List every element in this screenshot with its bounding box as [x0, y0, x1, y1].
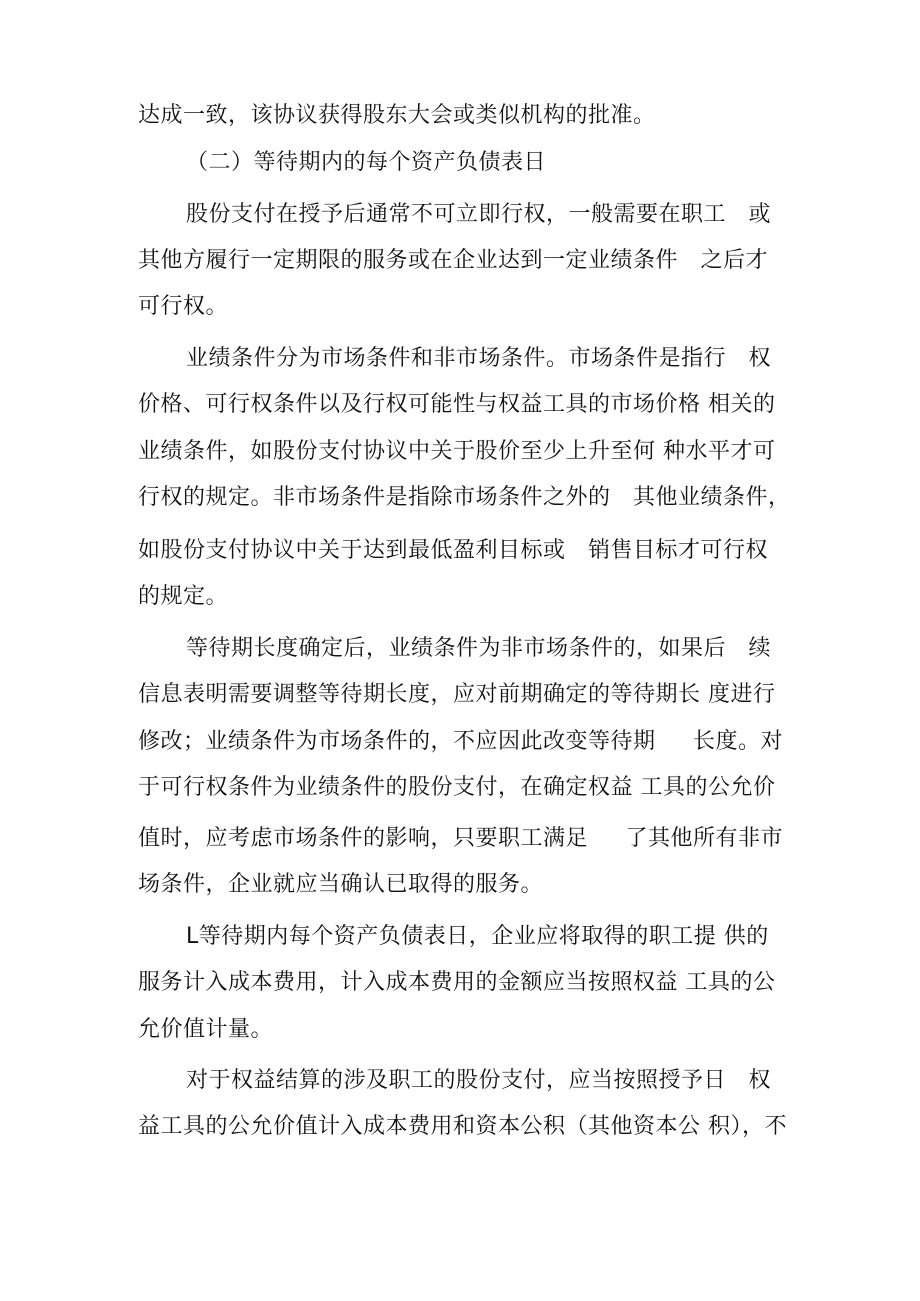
- text-line: 修改；业绩条件为市场条件的，不应因此改变等待期 长度。对: [138, 729, 783, 754]
- section-heading: （二）等待期内的每个资产负债表日: [186, 150, 547, 175]
- text-line: 益工具的公允价值计入成本费用和资本公积（其他资本公 积），不: [138, 1114, 787, 1139]
- text-line: 允价值计量。: [138, 1017, 274, 1042]
- text-line: L等待期内每个资产负债表日，企业应将取得的职工提 供的: [186, 924, 769, 949]
- text-line: 于可行权条件为业绩条件的股份支付，在确定权益 工具的公允价: [138, 775, 776, 800]
- text-line: 值时，应考虑市场条件的影响，只要职工满足 了其他所有非市: [138, 826, 783, 851]
- text-line: 服务计入成本费用，计入成本费用的金额应当按照权益 工具的公: [138, 970, 776, 995]
- text-line: 股份支付在授予后通常不可立即行权，一般需要在职工 或: [186, 202, 771, 227]
- text-line: 可行权。: [138, 294, 229, 319]
- text-line: 达成一致，该协议获得股东大会或类似机构的批准。: [138, 103, 656, 128]
- text-line: 业绩条件分为市场条件和非市场条件。市场条件是指行 权: [186, 346, 771, 371]
- text-line: 行权的规定。非市场条件是指除市场条件之外的 其他业绩条件，: [138, 485, 791, 510]
- text-line: 的规定。: [138, 584, 229, 609]
- text-line: 如股份支付协议中关于达到最低盈利目标或 销售目标才可行权: [138, 538, 768, 563]
- text-line: 等待期长度确定后，业绩条件为非市场条件的，如果后 续: [186, 636, 771, 661]
- text-line: 其他方履行一定期限的服务或在企业达到一定业绩条件 之后才: [138, 248, 768, 273]
- text-line: 价格、可行权条件以及行权可能性与权益工具的市场价格 相关的: [138, 392, 776, 417]
- text-line: 场条件，企业就应当确认已取得的服务。: [138, 872, 544, 897]
- text-line: 信息表明需要调整等待期长度，应对前期确定的等待期长 度进行: [138, 682, 776, 707]
- text-line: 业绩条件，如股份支付协议中关于股价至少上升至何 种水平才可: [138, 439, 776, 464]
- text-line: 对于权益结算的涉及职工的股份支付，应当按照授予日 权: [186, 1068, 771, 1093]
